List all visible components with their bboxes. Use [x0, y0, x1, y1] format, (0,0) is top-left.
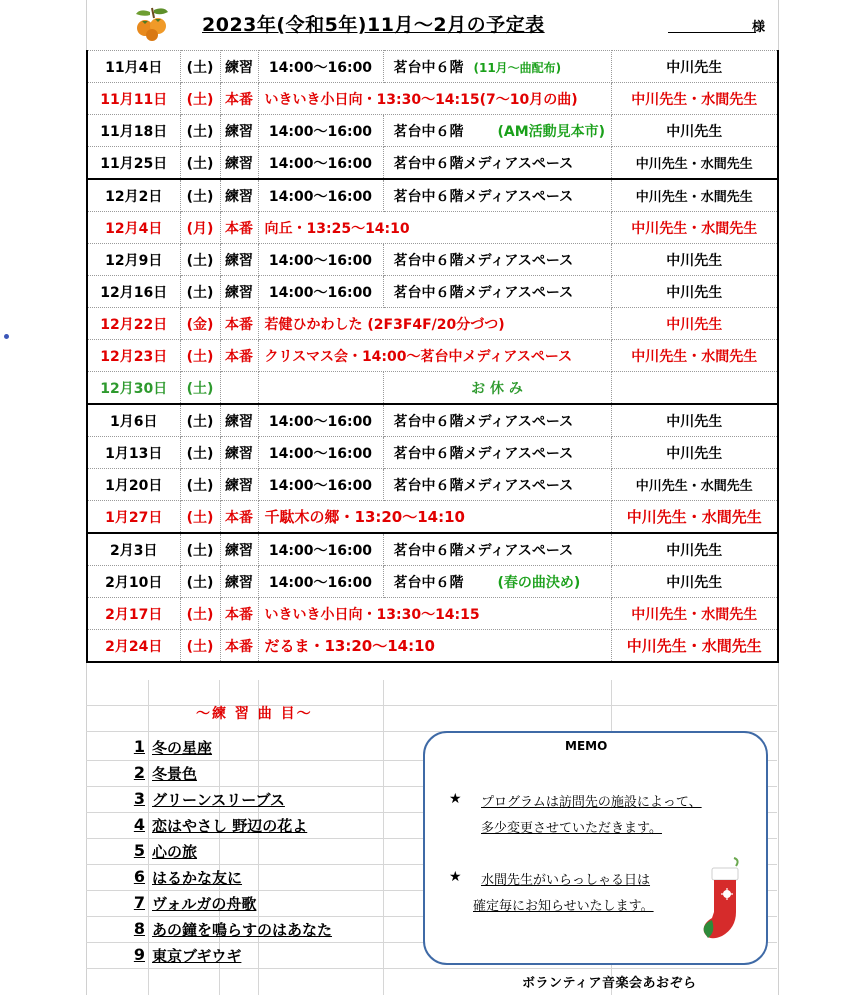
date-cell: 11月4日 — [87, 51, 180, 83]
weekday-cell: (土) — [180, 501, 220, 534]
type-cell: 本番 — [220, 212, 258, 244]
song-title: ヴォルガの舟歌 — [152, 895, 257, 913]
date-cell: 12月23日 — [87, 340, 180, 372]
stray-dot — [4, 334, 9, 339]
song-number: 4 — [133, 815, 145, 834]
type-cell: 練習 — [220, 533, 258, 566]
time-cell: 14:00～16:00 — [258, 115, 383, 147]
organization-name: ボランティア音楽会あおぞら — [522, 976, 697, 991]
schedule-table — [86, 50, 779, 663]
schedule-row — [87, 598, 778, 630]
schedule-row — [87, 244, 778, 276]
event-cell: だるま・13:20～14:10 — [258, 630, 611, 663]
song-number: 3 — [133, 789, 145, 808]
place-text: 茗台中６階メディアスペース — [393, 252, 574, 269]
teacher-cell: 中川先生・水間先生 — [611, 630, 778, 663]
time-cell: 14:00～16:00 — [258, 179, 383, 212]
weekday-cell: (土) — [180, 179, 220, 212]
type-cell: 本番 — [220, 501, 258, 534]
event-cell: 若健ひかわした (2F3F4F/20分づつ) — [258, 308, 611, 340]
schedule-row — [87, 83, 778, 115]
rest-cell: お 休 み — [383, 372, 611, 405]
weekday-cell: (土) — [180, 469, 220, 501]
time-cell: 14:00～16:00 — [258, 51, 383, 83]
weekday-cell: (土) — [180, 533, 220, 566]
date-cell: 2月10日 — [87, 566, 180, 598]
song-number: 7 — [133, 893, 145, 912]
type-cell: 練習 — [220, 437, 258, 469]
page-title: 2023年(令和5年)11月～2月の予定表 — [202, 14, 545, 36]
teacher-cell: 中川先生 — [611, 244, 778, 276]
weekday-cell: (土) — [180, 51, 220, 83]
schedule-row — [87, 501, 778, 534]
teacher-cell: 中川先生・水間先生 — [611, 469, 778, 501]
teacher-cell: 中川先生・水間先生 — [611, 212, 778, 244]
date-cell: 1月13日 — [87, 437, 180, 469]
place-cell — [383, 469, 611, 501]
grid-col — [258, 680, 259, 995]
place-cell — [383, 115, 611, 147]
type-cell: 練習 — [220, 179, 258, 212]
song-number: 2 — [133, 763, 145, 782]
date-cell: 12月22日 — [87, 308, 180, 340]
place-cell — [383, 276, 611, 308]
type-cell: 練習 — [220, 244, 258, 276]
date-cell: 2月24日 — [87, 630, 180, 663]
schedule-row — [87, 147, 778, 180]
weekday-cell: (土) — [180, 598, 220, 630]
date-cell: 12月30日 — [87, 372, 180, 405]
date-cell: 12月2日 — [87, 179, 180, 212]
place-cell — [383, 51, 611, 83]
time-cell: 14:00～16:00 — [258, 566, 383, 598]
time-cell: 14:00～16:00 — [258, 244, 383, 276]
schedule-row — [87, 51, 778, 83]
song-title: 東京ブギウギ — [152, 947, 242, 965]
date-cell: 1月27日 — [87, 501, 180, 534]
date-cell: 12月4日 — [87, 212, 180, 244]
type-cell — [220, 372, 258, 405]
christmas-stocking-icon — [696, 856, 752, 946]
memo-line-4: 確定毎にお知らせいたします。 — [473, 899, 654, 914]
place-text: 茗台中６階メディアスペース — [393, 188, 574, 205]
memo-line-1: プログラムは訪問先の施設によって、 — [481, 795, 702, 810]
place-text: 茗台中６階メディアスペース — [393, 413, 574, 430]
type-cell: 練習 — [220, 51, 258, 83]
weekday-cell: (土) — [180, 437, 220, 469]
song-title: 冬の星座 — [152, 739, 213, 757]
type-cell: 練習 — [220, 147, 258, 180]
weekday-cell: (土) — [180, 340, 220, 372]
type-cell: 本番 — [220, 308, 258, 340]
schedule-row — [87, 437, 778, 469]
event-cell: 向丘・13:25～14:10 — [258, 212, 611, 244]
place-cell — [383, 404, 611, 437]
weekday-cell: (月) — [180, 212, 220, 244]
star-icon: ★ — [449, 869, 462, 885]
grid-line — [86, 705, 777, 706]
event-cell: クリスマス会・14:00～茗台中メディアスペース — [258, 340, 611, 372]
time-cell: 14:00～16:00 — [258, 404, 383, 437]
place-text: 茗台中６階 — [393, 123, 464, 140]
time-cell: 14:00～16:00 — [258, 276, 383, 308]
weekday-cell: (金) — [180, 308, 220, 340]
place-note: (11月～曲配布) — [473, 60, 562, 75]
date-cell: 1月20日 — [87, 469, 180, 501]
schedule-row — [87, 115, 778, 147]
place-text: 茗台中６階メディアスペース — [393, 445, 574, 462]
weekday-cell: (土) — [180, 566, 220, 598]
teacher-cell: 中川先生 — [611, 566, 778, 598]
place-note: (春の曲決め) — [497, 574, 581, 591]
name-blank-line — [668, 18, 756, 33]
date-cell: 12月9日 — [87, 244, 180, 276]
place-cell — [383, 566, 611, 598]
type-cell: 本番 — [220, 598, 258, 630]
place-cell — [383, 533, 611, 566]
song-title: 心の旅 — [152, 843, 198, 861]
type-cell: 本番 — [220, 630, 258, 663]
song-title: はるかな友に — [152, 869, 243, 887]
place-note: (AM活動見本市) — [497, 123, 606, 140]
type-cell: 本番 — [220, 83, 258, 115]
song-title: あの鐘を鳴らすのはあなた — [152, 921, 333, 939]
event-cell: 千駄木の郷・13:20～14:10 — [258, 501, 611, 534]
teacher-cell: 中川先生・水間先生 — [611, 340, 778, 372]
weekday-cell: (土) — [180, 404, 220, 437]
time-cell: 14:00～16:00 — [258, 533, 383, 566]
date-cell: 2月3日 — [87, 533, 180, 566]
schedule-row — [87, 566, 778, 598]
place-cell — [383, 147, 611, 180]
grid-line — [86, 968, 777, 969]
memo-title: MEMO — [565, 739, 608, 753]
teacher-cell: 中川先生 — [611, 308, 778, 340]
date-cell: 11月11日 — [87, 83, 180, 115]
teacher-cell: 中川先生 — [611, 115, 778, 147]
grid-col — [148, 680, 149, 995]
type-cell: 練習 — [220, 115, 258, 147]
place-text: 茗台中６階メディアスペース — [393, 155, 574, 172]
teacher-cell: 中川先生 — [611, 51, 778, 83]
type-cell: 練習 — [220, 469, 258, 501]
time-cell: 14:00～16:00 — [258, 147, 383, 180]
song-title: グリーンスリーブス — [152, 791, 285, 809]
type-cell: 練習 — [220, 276, 258, 308]
teacher-cell: 中川先生・水間先生 — [611, 147, 778, 180]
schedule-row — [87, 276, 778, 308]
weekday-cell: (土) — [180, 630, 220, 663]
place-text: 茗台中６階メディアスペース — [393, 477, 574, 494]
teacher-cell: 中川先生・水間先生 — [611, 83, 778, 115]
schedule-row — [87, 340, 778, 372]
type-cell: 練習 — [220, 404, 258, 437]
weekday-cell: (土) — [180, 244, 220, 276]
persimmon-icon — [132, 4, 172, 42]
schedule-row — [87, 308, 778, 340]
song-title: 冬景色 — [152, 765, 198, 783]
date-cell: 1月6日 — [87, 404, 180, 437]
date-cell: 12月16日 — [87, 276, 180, 308]
schedule-row — [87, 533, 778, 566]
date-cell: 11月25日 — [87, 147, 180, 180]
time-cell — [258, 372, 383, 405]
place-cell — [383, 244, 611, 276]
song-number: 6 — [133, 867, 145, 886]
type-cell: 練習 — [220, 566, 258, 598]
schedule-row — [87, 469, 778, 501]
teacher-cell: 中川先生・水間先生 — [611, 598, 778, 630]
teacher-cell: 中川先生 — [611, 437, 778, 469]
teacher-cell: 中川先生 — [611, 533, 778, 566]
event-cell: いきいき小日向・13:30～14:15 — [258, 598, 611, 630]
teacher-cell: 中川先生 — [611, 276, 778, 308]
songs-heading: ～練 習 曲 目～ — [196, 706, 313, 722]
teacher-cell: 中川先生・水間先生 — [611, 179, 778, 212]
place-text: 茗台中６階メディアスペース — [393, 284, 574, 301]
teacher-cell — [611, 372, 778, 405]
time-cell: 14:00～16:00 — [258, 469, 383, 501]
song-number: 5 — [133, 841, 145, 860]
weekday-cell: (土) — [180, 115, 220, 147]
memo-line-3: 水間先生がいらっしゃる日は — [481, 873, 651, 888]
time-cell: 14:00～16:00 — [258, 437, 383, 469]
event-cell: いきいき小日向・13:30～14:15(7～10月の曲) — [258, 83, 611, 115]
song-number: 9 — [133, 945, 145, 964]
type-cell: 本番 — [220, 340, 258, 372]
weekday-cell: (土) — [180, 147, 220, 180]
song-number: 1 — [133, 737, 145, 756]
teacher-cell: 中川先生 — [611, 404, 778, 437]
weekday-cell: (土) — [180, 276, 220, 308]
song-title: 恋はやさし 野辺の花よ — [152, 817, 308, 835]
place-cell — [383, 437, 611, 469]
grid-col — [383, 680, 384, 995]
date-cell: 11月18日 — [87, 115, 180, 147]
song-number: 8 — [133, 919, 145, 938]
place-text: 茗台中６階 — [393, 59, 464, 76]
sama-label: 様 — [752, 20, 766, 35]
teacher-cell: 中川先生・水間先生 — [611, 501, 778, 534]
place-text: 茗台中６階 — [393, 574, 464, 591]
weekday-cell: (土) — [180, 83, 220, 115]
schedule-row — [87, 179, 778, 212]
weekday-cell: (土) — [180, 372, 220, 405]
schedule-row — [87, 372, 778, 405]
schedule-row — [87, 404, 778, 437]
schedule-row — [87, 212, 778, 244]
date-cell: 2月17日 — [87, 598, 180, 630]
star-icon: ★ — [449, 791, 462, 807]
schedule-row — [87, 630, 778, 663]
place-cell — [383, 179, 611, 212]
memo-line-2: 多少変更させていただきます。 — [481, 821, 662, 836]
place-text: 茗台中６階メディアスペース — [393, 542, 574, 559]
